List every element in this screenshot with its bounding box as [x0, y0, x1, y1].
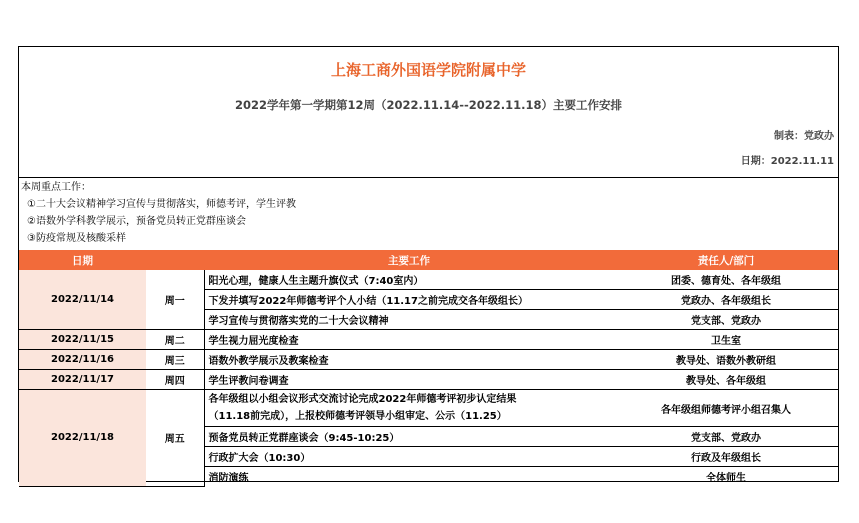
weekday-cell: 周四	[146, 370, 204, 390]
work-cell: 学生视力屈光度检查	[204, 330, 614, 350]
owner-cell: 各年级组师德考评小组召集人	[614, 390, 838, 427]
date-cell: 2022/11/18	[19, 390, 146, 487]
owner-cell: 团委、德育处、各年级组	[614, 270, 838, 290]
table-header-row	[19, 250, 838, 270]
owner-cell: 党支部、党政办	[614, 310, 838, 330]
owner-cell: 党政办、各年级组长	[614, 290, 838, 310]
header-work: 主要工作	[204, 250, 614, 270]
owner-cell: 党支部、党政办	[614, 427, 838, 447]
school-title: 上海工商外国语学院附属中学	[330, 61, 526, 79]
owner-cell: 行政及年级组长	[614, 447, 838, 467]
work-line: （11.18前完成），上报校师德考评领导小组审定、公示（11.25）	[208, 411, 507, 422]
table-row	[19, 330, 838, 350]
schedule-table	[19, 250, 838, 487]
date-cell: 2022/11/17	[19, 370, 146, 390]
work-cell: 学习宣传与贯彻落实党的二十大会议精神	[204, 310, 614, 330]
focus-item: ③防疫常规及核酸采样	[27, 233, 126, 244]
weekly-focus	[21, 179, 296, 247]
weekday-cell: 周一	[146, 270, 204, 330]
date-cell: 2022/11/15	[19, 330, 146, 350]
owner-cell: 卫生室	[614, 330, 838, 350]
owner-cell: 教导处、语数外教研组	[614, 350, 838, 370]
schedule-sheet	[18, 46, 839, 482]
work-cell: 消防演练	[204, 467, 614, 487]
schedule-subtitle: 2022学年第一学期第12周（2022.11.14--2022.11.18）主要工作安排	[234, 98, 623, 112]
maker-label: 制表：党政办	[774, 131, 834, 142]
work-cell: 阳光心理，健康人生主题升旗仪式（7:40室内）	[204, 270, 614, 290]
weekday-cell: 周三	[146, 350, 204, 370]
date-cell: 2022/11/16	[19, 350, 146, 370]
table-row	[19, 370, 838, 390]
date-label: 日期：2022.11.11	[740, 156, 834, 167]
weekday-cell: 周五	[146, 390, 204, 487]
header-owner: 责任人/部门	[614, 250, 838, 270]
focus-item: ②语数外学科教学展示，预备党员转正党群座谈会	[27, 216, 246, 227]
header-weekday	[146, 250, 204, 270]
work-cell: 学生评教问卷调查	[204, 370, 614, 390]
focus-title: 本周重点工作：	[21, 182, 91, 193]
work-line: 各年级组以小组会议形式交流讨论完成2022年师德考评初步认定结果	[208, 394, 517, 405]
table-row	[19, 390, 838, 427]
work-cell: 行政扩大会（10:30）	[204, 447, 614, 467]
header-date: 日期	[19, 250, 146, 270]
date-cell: 2022/11/14	[19, 270, 146, 330]
header-divider	[19, 177, 838, 178]
work-cell: 语数外教学展示及教案检查	[204, 350, 614, 370]
sheet-header	[19, 47, 838, 177]
table-row	[19, 350, 838, 370]
owner-cell: 全体师生	[706, 473, 746, 484]
work-cell: 下发并填写2022年师德考评个人小结（11.17之前完成交各年级组长）	[204, 290, 614, 310]
table-row	[19, 270, 838, 290]
owner-cell: 教导处、各年级组	[614, 370, 838, 390]
work-cell: 预备党员转正党群座谈会（9:45-10:25）	[204, 427, 614, 447]
focus-item: ①二十大会议精神学习宣传与贯彻落实，师德考评，学生评教	[27, 199, 296, 210]
work-cell-multiline	[204, 390, 614, 427]
weekday-cell: 周二	[146, 330, 204, 350]
